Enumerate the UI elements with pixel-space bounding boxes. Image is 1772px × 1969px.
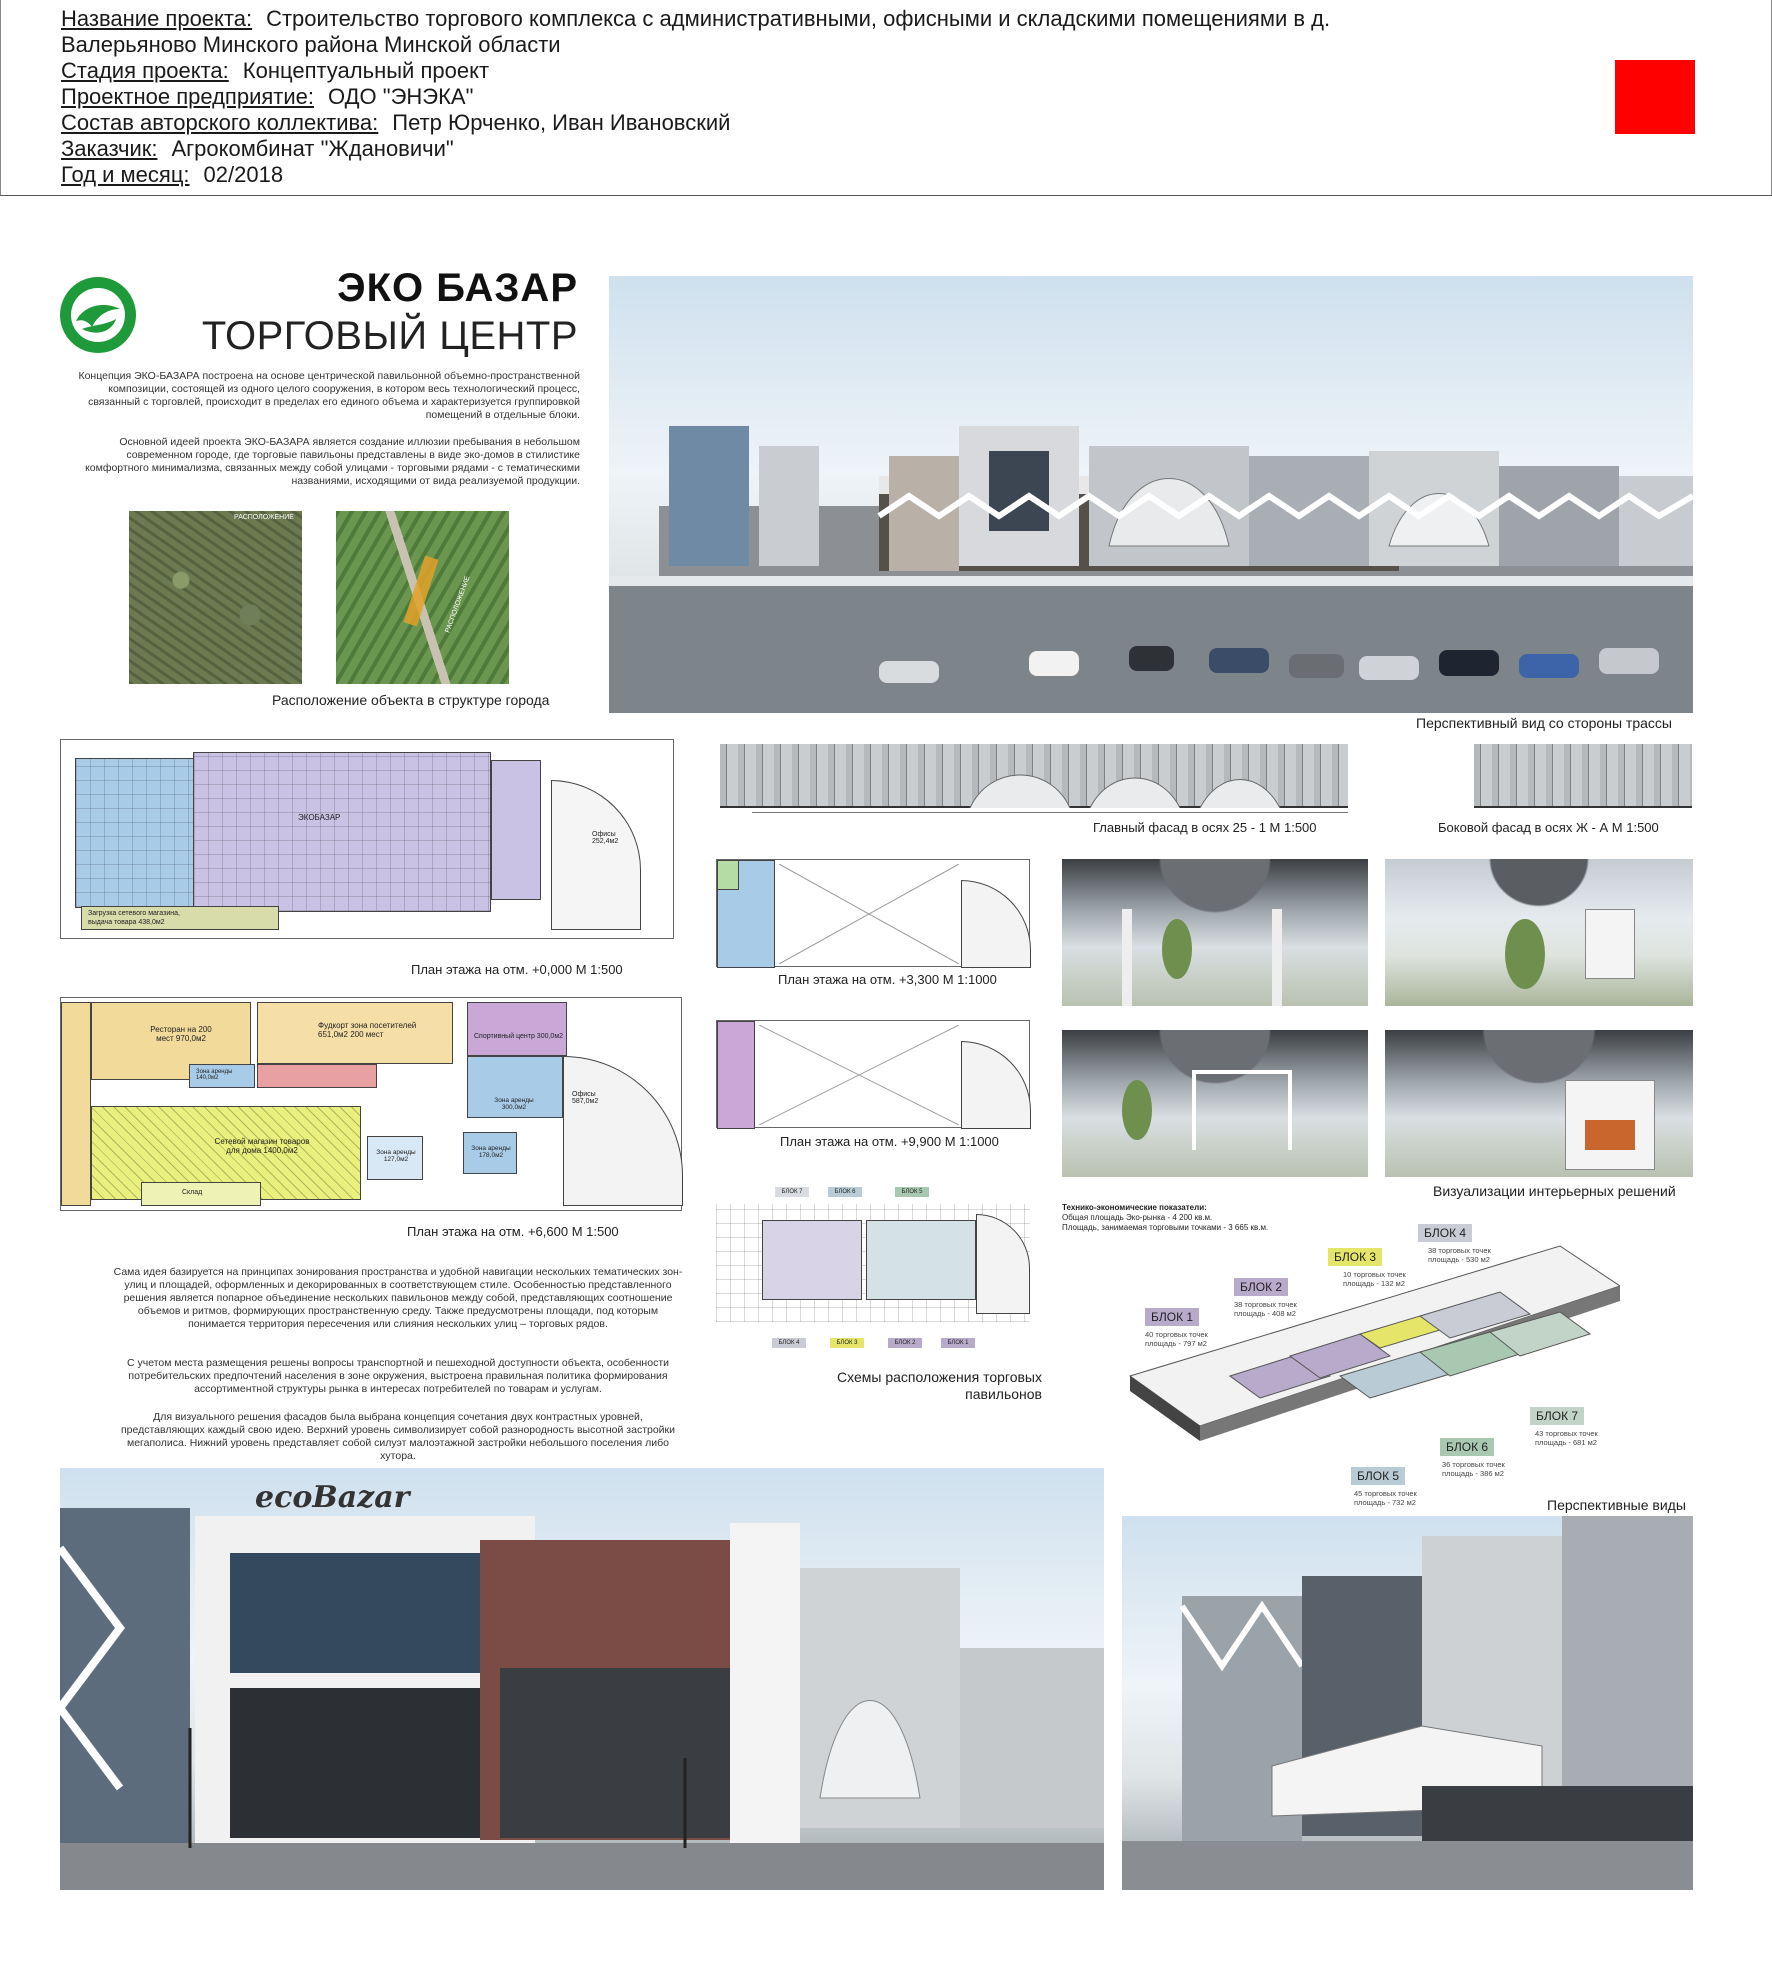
header-value: Валерьяново Минского района Минской области <box>61 32 561 57</box>
render-tree <box>1162 919 1192 979</box>
concept-paragraph-3: Для визуального решения фасадов была выбрана концепция сочетания двух контрастных уровней, представляющих каждый свою идею. Верхний уровень символизирует собой разнородность высотной застройки мегаполиса. Нижний уровень представляет собой силуэт малоэтажной застройки небольшого поселения либо хутора. <box>120 1411 676 1462</box>
scheme-tag: БЛОК 6 <box>828 1187 862 1197</box>
header-value: ОДО "ЭНЭКА" <box>328 84 474 109</box>
scheme-block-zone <box>866 1220 976 1300</box>
facade-dimension-line <box>752 812 1348 813</box>
scheme-offices <box>976 1214 1030 1314</box>
render-pavilion <box>1585 909 1635 979</box>
plan-zone-rent <box>463 1132 517 1174</box>
scheme-tag: БЛОК 1 <box>941 1338 975 1348</box>
block-5-info <box>1354 1489 1417 1507</box>
block-2-label: БЛОК 2 <box>1234 1278 1288 1296</box>
block-7-info <box>1535 1429 1598 1447</box>
render-column <box>1272 909 1282 1006</box>
side-facade-drawing <box>1474 744 1692 808</box>
building-render-drawing <box>609 276 1693 713</box>
side-facade-caption: Боковой фасад в осях Ж - А М 1:500 <box>1438 820 1659 835</box>
floor-plan-6600 <box>60 997 682 1211</box>
side-entrance-render-drawing <box>1122 1516 1693 1890</box>
header-label: Стадия проекта: <box>61 58 229 83</box>
plan-6600-caption: План этажа на отм. +6,600 М 1:500 <box>407 1224 619 1239</box>
header-value: Петр Юрченко, Иван Ивановский <box>392 110 731 135</box>
block-points: 45 торговых точек <box>1354 1489 1417 1498</box>
entrance-render-drawing <box>60 1468 1104 1890</box>
block-1-label: БЛОК 1 <box>1145 1308 1199 1326</box>
plan-zone-rent <box>189 1064 255 1088</box>
intro-paragraph-2: Основной идеей проекта ЭКО-БАЗАРА является создание иллюзии пребывания в небольшом современном городе, где торговые павильоны представлены в виде эко-домов в стилистике комфортного минимализма, связанных между собой улицами - торговыми рядами - с тематическими названиями, исходящими от вида реализуемой продукции. <box>85 436 580 487</box>
perspectives-caption: Перспективные виды <box>1547 1497 1686 1513</box>
block-4-info <box>1428 1246 1491 1264</box>
main-facade-caption: Главный фасад в осях 25 - 1 М 1:500 <box>1093 820 1317 835</box>
block-3-label: БЛОК 3 <box>1328 1248 1382 1266</box>
header-label: Название проекта: <box>61 6 253 31</box>
interiors-caption: Визуализации интерьерных решений <box>1433 1183 1676 1199</box>
plan-zone-eco <box>193 752 491 912</box>
render-tree <box>1505 919 1545 989</box>
header-line-company <box>61 84 473 110</box>
plan-label: Фудкорт зона посетителей 651,0м2 200 мест <box>318 1021 417 1039</box>
scheme-tag: БЛОК 3 <box>830 1338 864 1348</box>
red-marker-square <box>1615 60 1695 134</box>
eco-bazar-logo-icon <box>58 275 138 355</box>
header-label: Заказчик: <box>61 136 158 161</box>
block-points: 40 торговых точек <box>1145 1330 1208 1339</box>
scheme-block-zone <box>762 1220 862 1300</box>
map-label: РАСПОЛОЖЕНИЕ <box>444 575 472 634</box>
plan-label: Офисы 252,4м2 <box>592 831 619 845</box>
header-label: Состав авторского коллектива: <box>61 110 379 135</box>
plan-zone-pink <box>257 1064 377 1088</box>
site-map-image <box>336 511 509 684</box>
plan-zone-blue <box>75 758 205 908</box>
plan-label: Зона аренды 140,0м2 <box>196 1069 233 1081</box>
concept-paragraph-1: Сама идея базируется на принципах зонирования пространства и удобной навигации нескольких тематических зон-улиц и площадей, оформленных и декорированных в соответствующем стиле. Особенностью представленного решения является попарное объединение нескольких павильонов между собой, представляющих соотношение объемов и ритмов, формирующих пространственную среду. Также предусмотрены площади, под которым понимается территория пересечения или слияния нескольких улиц – торговых рядов. <box>113 1266 683 1330</box>
plan-zone-foodcourt <box>257 1002 453 1064</box>
plan-zone-sport <box>467 1002 567 1056</box>
plan-zone-rent <box>467 1056 563 1118</box>
header-value: 02/2018 <box>203 162 284 187</box>
floor-plan-3300 <box>716 859 1030 967</box>
plan-zone-offices <box>961 880 1031 968</box>
block-area: площадь - 681 м2 <box>1535 1438 1597 1447</box>
scheme-tag: БЛОК 2 <box>888 1338 922 1348</box>
intro-paragraph-1: Концепция ЭКО-БАЗАРА построена на основе центрической павильонной объемно-пространственной композиции, состоящей из одного целого сооружения, в котором весь технологический процесс, связанный с торговлей, происходит в пределах его единого объема и характеризуется группировкой помещений в отдельные блоки. <box>78 370 580 421</box>
map-label: РАСПОЛОЖЕНИЕ <box>234 514 294 521</box>
plan-zone-side <box>491 760 541 900</box>
render-column <box>1122 909 1132 1006</box>
perspective-caption: Перспективный вид со стороны трассы <box>1416 715 1672 731</box>
scheme-tag: БЛОК 5 <box>895 1187 929 1197</box>
interior-render-2 <box>1385 859 1693 1006</box>
bottom-right-render <box>1122 1516 1693 1890</box>
plan-label: Загрузка сетевого магазина, выдача товара 438,0м2 <box>88 910 180 926</box>
header-line-authors <box>61 110 730 136</box>
block-5-label: БЛОК 5 <box>1351 1467 1405 1485</box>
indicators-line: Площадь, занимаемая торговыми точками - 3 665 кв.м. <box>1062 1223 1269 1232</box>
render-produce <box>1585 1120 1635 1150</box>
plan-zone-offices <box>563 1056 683 1206</box>
facade-arcs-drawing <box>720 744 1348 808</box>
interior-render-3 <box>1062 1030 1368 1177</box>
plan-zone-offices <box>551 780 641 930</box>
plan-3300-caption: План этажа на отм. +3,300 М 1:1000 <box>778 972 997 987</box>
plan-label: Сетевой магазин товаров для дома 1400,0м2 <box>214 1137 310 1155</box>
plan-label: Спортивный центр 300,0м2 <box>474 1033 564 1040</box>
plan-label: Зона аренды 300,0м2 <box>494 1097 534 1111</box>
header-value: Агрокомбинат "Ждановичи" <box>171 136 454 161</box>
block-points: 36 торговых точек <box>1442 1460 1505 1469</box>
plan-label: ЭКОБАЗАР <box>298 813 341 822</box>
header-line-stage <box>61 58 489 84</box>
plan-zone-loading <box>81 906 279 930</box>
header-line-date <box>61 162 283 188</box>
block-6-label: БЛОК 6 <box>1440 1438 1494 1456</box>
indicators-line: Общая площадь Эко-рынка - 4 200 кв.м. <box>1062 1213 1213 1222</box>
plan-9900-caption: План этажа на отм. +9,900 М 1:1000 <box>780 1134 999 1149</box>
plan-zone-purple <box>717 1021 755 1129</box>
scheme-tag: БЛОК 7 <box>775 1187 809 1197</box>
plan-void-cross <box>759 1025 959 1125</box>
plan-void-cross <box>779 864 959 964</box>
scheme-tag: БЛОК 4 <box>772 1338 806 1348</box>
main-facade-drawing <box>720 744 1348 808</box>
block-points: 38 торговых точек <box>1428 1246 1491 1255</box>
header-label: Проектное предприятие: <box>61 84 314 109</box>
floor-plan-9900 <box>716 1020 1030 1128</box>
block-7-label: БЛОК 7 <box>1530 1407 1584 1425</box>
interior-render-4 <box>1385 1030 1693 1177</box>
plan-zone-rent <box>367 1136 423 1180</box>
block-points: 10 торговых точек <box>1343 1270 1406 1279</box>
block-area: площадь - 732 м2 <box>1354 1498 1416 1507</box>
site-plot-highlight <box>404 556 439 627</box>
block-3-info <box>1343 1270 1406 1288</box>
bottom-left-render <box>60 1468 1104 1890</box>
plan-label: Офисы 587,0м2 <box>572 1091 599 1105</box>
plan-zone-offices <box>961 1041 1031 1129</box>
brand-sign: ecoBazar <box>255 1480 410 1515</box>
indicators-title: Технико-экономические показатели: <box>1062 1203 1207 1212</box>
plan-label: Ресторан на 200 мест 970,0м2 <box>150 1025 212 1043</box>
floor-plan-0 <box>60 739 674 939</box>
concept-paragraph-2: С учетом места размещения решены вопросы транспортной и пешеходной доступности объекта, особенности потребительских предпочтений населения в зоне окружения, выстроена правильная политика формирования ассортиментной структуры рынка в интересах потребителей по товарам и услугам. <box>127 1357 669 1395</box>
block-1-info <box>1145 1330 1208 1348</box>
city-map-image <box>129 511 302 684</box>
plan-0-caption: План этажа на отм. +0,000 М 1:500 <box>411 962 623 977</box>
interior-render-1 <box>1062 859 1368 1006</box>
header-line-customer <box>61 136 454 162</box>
plan-label: Зона аренды 178,0м2 <box>471 1145 511 1159</box>
plan-zone-left <box>61 1002 91 1206</box>
poster-subtitle: ТОРГОВЫЙ ЦЕНТР <box>201 314 578 358</box>
poster-title: ЭКО БАЗАР <box>337 266 578 310</box>
header-line-project <box>61 6 1330 32</box>
block-area: площадь - 797 м2 <box>1145 1339 1207 1348</box>
block-area: площадь - 530 м2 <box>1428 1255 1490 1264</box>
render-pavilion <box>1192 1070 1292 1150</box>
block-points: 38 торговых точек <box>1234 1300 1297 1309</box>
block-points: 43 торговых точек <box>1535 1429 1598 1438</box>
block-2-info <box>1234 1300 1297 1318</box>
block-6-info <box>1442 1460 1505 1478</box>
render-tree <box>1122 1080 1152 1140</box>
block-area: площадь - 386 м2 <box>1442 1469 1504 1478</box>
plan-label: Склад <box>182 1189 203 1196</box>
plan-label: Зона аренды 127,0м2 <box>376 1149 416 1163</box>
project-header <box>0 0 1772 196</box>
header-label: Год и месяц: <box>61 162 190 187</box>
block-4-label: БЛОК 4 <box>1418 1224 1472 1242</box>
main-perspective-render <box>609 276 1693 713</box>
plan-zone-green <box>717 860 739 890</box>
schemes-caption: Схемы расположения торговых павильонов <box>837 1369 1042 1402</box>
block-area: площадь - 408 м2 <box>1234 1309 1296 1318</box>
header-value: Концептуальный проект <box>242 58 490 83</box>
maps-caption: Расположение объекта в структуре города <box>272 692 550 708</box>
pavilion-scheme-plan <box>716 1204 1030 1322</box>
block-area: площадь - 132 м2 <box>1343 1279 1405 1288</box>
plan-zone-warehouse <box>141 1182 261 1206</box>
header-value: Строительство торгового комплекса с административными, офисными и складскими помещениями в д. <box>266 6 1331 31</box>
header-line-project-cont <box>61 32 561 58</box>
